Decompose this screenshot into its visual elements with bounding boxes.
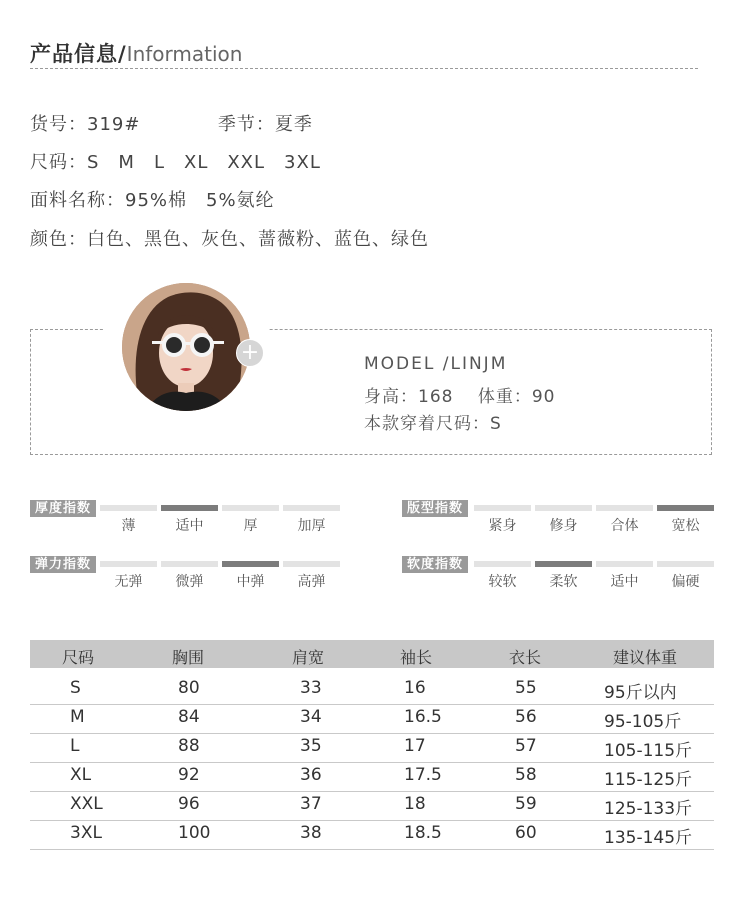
index-fit xyxy=(402,500,468,517)
thickness-option: 加厚 xyxy=(297,518,326,534)
table-row-divider xyxy=(30,733,714,734)
fit-segment-1 xyxy=(474,505,531,511)
table-cell: 96 xyxy=(178,794,200,814)
season-value: 夏季 xyxy=(274,114,313,135)
table-cell: 59 xyxy=(515,794,537,814)
info-line-size xyxy=(30,148,321,174)
elasticity-option: 微弹 xyxy=(175,574,204,590)
info-line-item xyxy=(30,110,313,136)
table-cell: 135-145斤 xyxy=(604,828,693,848)
model-size-worn: 本款穿着尺码：S xyxy=(364,414,502,434)
size-table-header xyxy=(30,640,714,668)
fit-option: 合体 xyxy=(610,518,639,534)
index-label: 版型指数 xyxy=(402,500,468,517)
thickness-segment-3 xyxy=(222,505,279,511)
table-cell: 16.5 xyxy=(404,707,442,727)
table-cell: 92 xyxy=(178,765,200,785)
table-cell: 18.5 xyxy=(404,823,442,843)
table-cell: 57 xyxy=(515,736,537,756)
index-label: 软度指数 xyxy=(402,556,468,573)
model-name: MODEL /LINJM xyxy=(364,354,508,374)
index-label: 厚度指数 xyxy=(30,500,96,517)
thickness-segment-2 xyxy=(161,505,218,511)
table-row-divider xyxy=(30,849,714,850)
fit-segment-3 xyxy=(596,505,653,511)
table-cell: 125-133斤 xyxy=(604,799,693,819)
softness-option: 适中 xyxy=(610,574,639,590)
elasticity-segment-4 xyxy=(283,561,340,567)
model-avatar xyxy=(122,283,250,411)
fit-segment-2 xyxy=(535,505,592,511)
softness-segment-4 xyxy=(657,561,714,567)
thickness-segment-1 xyxy=(100,505,157,511)
table-cell: 95斤以内 xyxy=(604,683,677,703)
table-cell: 17 xyxy=(404,736,426,756)
colors-value: 白色、黑色、灰色、蔷薇粉、蓝色、绿色 xyxy=(87,229,429,250)
table-cell: XL xyxy=(70,765,92,785)
title-chinese: 产品信息/ xyxy=(30,42,127,66)
plus-icon: + xyxy=(236,339,264,367)
table-header-chest: 胸围 xyxy=(172,648,205,667)
table-cell: 3XL xyxy=(70,823,102,843)
softness-option: 柔软 xyxy=(549,574,578,590)
thickness-segment-4 xyxy=(283,505,340,511)
title-english: Information xyxy=(126,42,243,66)
softness-segment-1 xyxy=(474,561,531,567)
thickness-option: 厚 xyxy=(243,518,258,534)
table-cell: 60 xyxy=(515,823,537,843)
table-cell: 17.5 xyxy=(404,765,442,785)
table-cell: 38 xyxy=(300,823,322,843)
size-label: 尺码： xyxy=(30,152,87,173)
table-row-divider xyxy=(30,820,714,821)
table-cell: XXL xyxy=(70,794,103,814)
elasticity-option: 中弹 xyxy=(236,574,265,590)
table-cell: 84 xyxy=(178,707,200,727)
table-header-length: 衣长 xyxy=(509,648,542,667)
table-cell: 18 xyxy=(404,794,426,814)
table-row-divider xyxy=(30,791,714,792)
softness-segment-2 xyxy=(535,561,592,567)
table-cell: 100 xyxy=(178,823,211,843)
page-title xyxy=(30,38,242,68)
info-line-fabric xyxy=(30,186,275,212)
size-values: S M L XL XXL 3XL xyxy=(87,152,321,173)
table-cell: 105-115斤 xyxy=(604,741,693,761)
table-header-size: 尺码 xyxy=(62,648,95,667)
table-cell: 95-105斤 xyxy=(604,712,682,732)
info-line-colors xyxy=(30,225,429,251)
table-cell: 58 xyxy=(515,765,537,785)
table-cell: 35 xyxy=(300,736,322,756)
table-header-weight: 建议体重 xyxy=(613,648,678,667)
season-label: 季节： xyxy=(217,114,275,135)
index-elasticity xyxy=(30,556,96,573)
table-cell: 55 xyxy=(515,678,537,698)
elasticity-segment-1 xyxy=(100,561,157,567)
table-cell: 36 xyxy=(300,765,322,785)
elasticity-segment-2 xyxy=(161,561,218,567)
fabric-label: 面料名称： xyxy=(30,190,125,211)
table-cell: M xyxy=(70,707,85,727)
model-portrait-image xyxy=(122,283,250,411)
table-cell: 56 xyxy=(515,707,537,727)
fit-option: 宽松 xyxy=(671,518,700,534)
elasticity-option: 无弹 xyxy=(114,574,143,590)
elasticity-segment-3 xyxy=(222,561,279,567)
item-no-label: 货号： xyxy=(30,114,87,135)
table-cell: L xyxy=(70,736,80,756)
softness-option: 较软 xyxy=(488,574,517,590)
table-cell: 115-125斤 xyxy=(604,770,693,790)
model-measures: 身高：168 体重：90 xyxy=(364,387,556,407)
table-cell: 88 xyxy=(178,736,200,756)
table-cell: 37 xyxy=(300,794,322,814)
fit-option: 紧身 xyxy=(488,518,517,534)
index-thickness xyxy=(30,500,96,517)
table-cell: S xyxy=(70,678,81,698)
softness-segment-3 xyxy=(596,561,653,567)
colors-label: 颜色： xyxy=(30,229,87,250)
title-divider xyxy=(30,68,698,69)
thickness-option: 适中 xyxy=(175,518,204,534)
table-row-divider xyxy=(30,704,714,705)
index-label: 弹力指数 xyxy=(30,556,96,573)
thickness-option: 薄 xyxy=(121,518,136,534)
table-header-shoulder: 肩宽 xyxy=(292,648,325,667)
table-cell: 34 xyxy=(300,707,322,727)
table-cell: 80 xyxy=(178,678,200,698)
table-cell: 16 xyxy=(404,678,426,698)
table-header-sleeve: 袖长 xyxy=(400,648,433,667)
table-cell: 33 xyxy=(300,678,322,698)
elasticity-option: 高弹 xyxy=(297,574,326,590)
index-softness xyxy=(402,556,468,573)
fabric-value: 95%棉 5%氨纶 xyxy=(125,190,275,211)
fit-option: 修身 xyxy=(549,518,578,534)
item-no-value: 319# xyxy=(87,114,141,135)
softness-option: 偏硬 xyxy=(671,574,700,590)
fit-segment-4 xyxy=(657,505,714,511)
table-row-divider xyxy=(30,762,714,763)
